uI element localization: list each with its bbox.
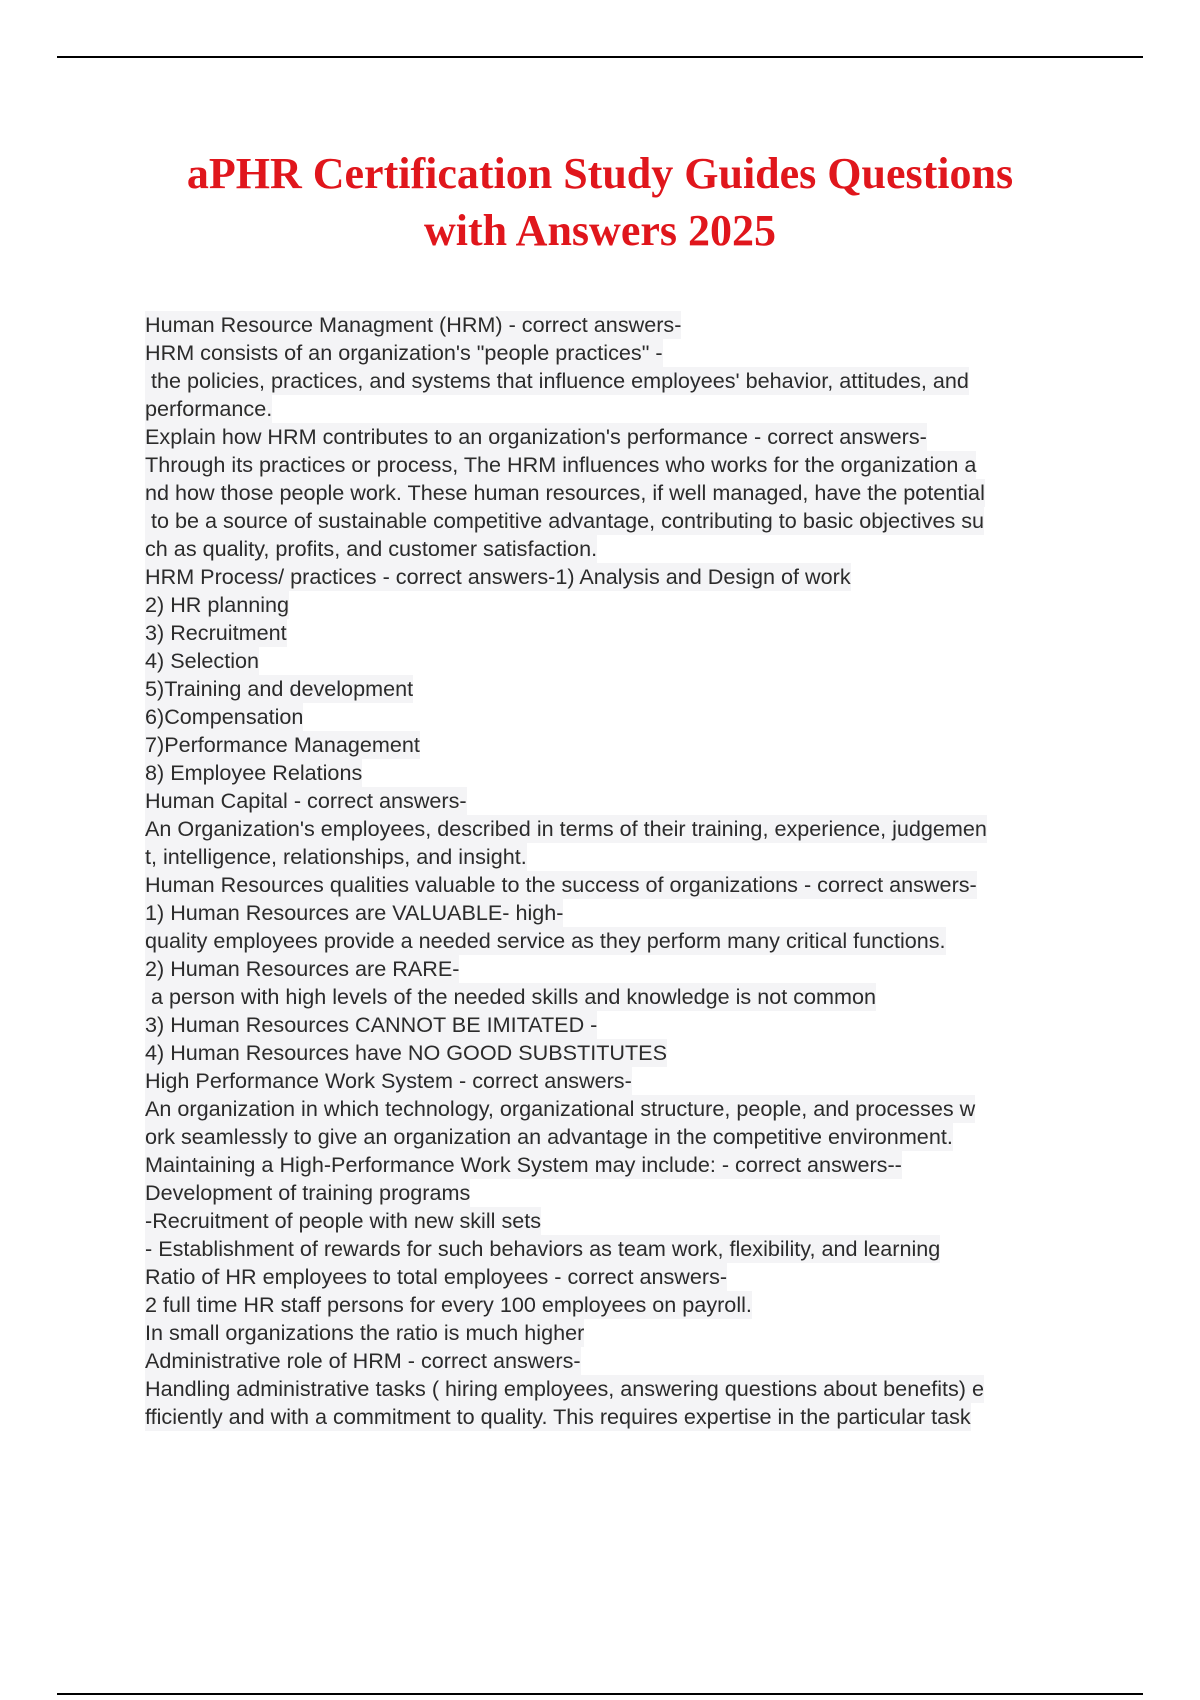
body-line: 6)Compensation <box>145 704 304 729</box>
body-line: Administrative role of HRM - correct answers- <box>145 1348 581 1373</box>
body-line: the policies, practices, and systems that influence employees' behavior, attitudes, and <box>145 368 969 393</box>
top-rule <box>57 56 1143 58</box>
body-line: 3) Recruitment <box>145 620 287 645</box>
body-line: ch as quality, profits, and customer satisfaction. <box>145 536 598 561</box>
body-line: 2 full time HR staff persons for every 100 employees on payroll. <box>145 1292 752 1317</box>
body-line: to be a source of sustainable competitive advantage, contributing to basic objectives su <box>145 508 985 533</box>
bottom-rule <box>57 1693 1143 1695</box>
body-line: quality employees provide a needed service as they perform many critical functions. <box>145 928 946 953</box>
body-line: Human Capital - correct answers- <box>145 788 467 813</box>
body-line: -Recruitment of people with new skill sets <box>145 1208 542 1233</box>
body-line: 4) Selection <box>145 648 260 673</box>
body-line: 4) Human Resources have NO GOOD SUBSTITUTES <box>145 1040 667 1065</box>
body-line: Human Resource Managment (HRM) - correct answers- <box>145 312 682 337</box>
body-line: In small organizations the ratio is much higher <box>145 1320 585 1345</box>
body-line: 7)Performance Management <box>145 732 420 757</box>
body-line: Through its practices or process, The HRM influences who works for the organization a <box>145 452 977 477</box>
body-line: Explain how HRM contributes to an organization's performance - correct answers- <box>145 424 927 449</box>
body-line: a person with high levels of the needed skills and knowledge is not common <box>145 984 877 1009</box>
body-line: Handling administrative tasks ( hiring employees, answering questions about benefits) e <box>145 1376 985 1401</box>
body-line: High Performance Work System - correct answers- <box>145 1068 632 1093</box>
body-line: fficiently and with a commitment to quality. This requires expertise in the particular task <box>145 1404 971 1429</box>
body-line: ork seamlessly to give an organization an advantage in the competitive environment. <box>145 1124 953 1149</box>
body-line: HRM Process/ practices - correct answers-1) Analysis and Design of work <box>145 564 851 589</box>
document-title <box>100 145 1100 259</box>
document-body <box>145 311 1090 1431</box>
body-line: 8) Employee Relations <box>145 760 363 785</box>
body-line: HRM consists of an organization's "people practices" - <box>145 340 663 365</box>
body-line: - Establishment of rewards for such behaviors as team work, flexibility, and learning <box>145 1236 941 1261</box>
body-line: 3) Human Resources CANNOT BE IMITATED - <box>145 1012 598 1037</box>
title-line-1: aPHR Certification Study Guides Questions <box>186 149 1014 198</box>
body-line: performance. <box>145 396 273 421</box>
body-line: Development of training programs <box>145 1180 471 1205</box>
body-line: An organization in which technology, organizational structure, people, and processes w <box>145 1096 976 1121</box>
body-line: Maintaining a High-Performance Work System may include: - correct answers-- <box>145 1152 902 1177</box>
body-line: An Organization's employees, described in terms of their training, experience, judgemen <box>145 816 987 841</box>
body-line: 1) Human Resources are VALUABLE- high- <box>145 900 564 925</box>
body-line: 5)Training and development <box>145 676 414 701</box>
body-line: Human Resources qualities valuable to the success of organizations - correct answers- <box>145 872 977 897</box>
title-line-2: with Answers 2025 <box>423 206 777 255</box>
body-line: nd how those people work. These human resources, if well managed, have the potential <box>145 480 985 505</box>
body-line: 2) Human Resources are RARE- <box>145 956 460 981</box>
body-line: Ratio of HR employees to total employees - correct answers- <box>145 1264 728 1289</box>
body-line: t, intelligence, relationships, and insight. <box>145 844 527 869</box>
body-line: 2) HR planning <box>145 592 290 617</box>
